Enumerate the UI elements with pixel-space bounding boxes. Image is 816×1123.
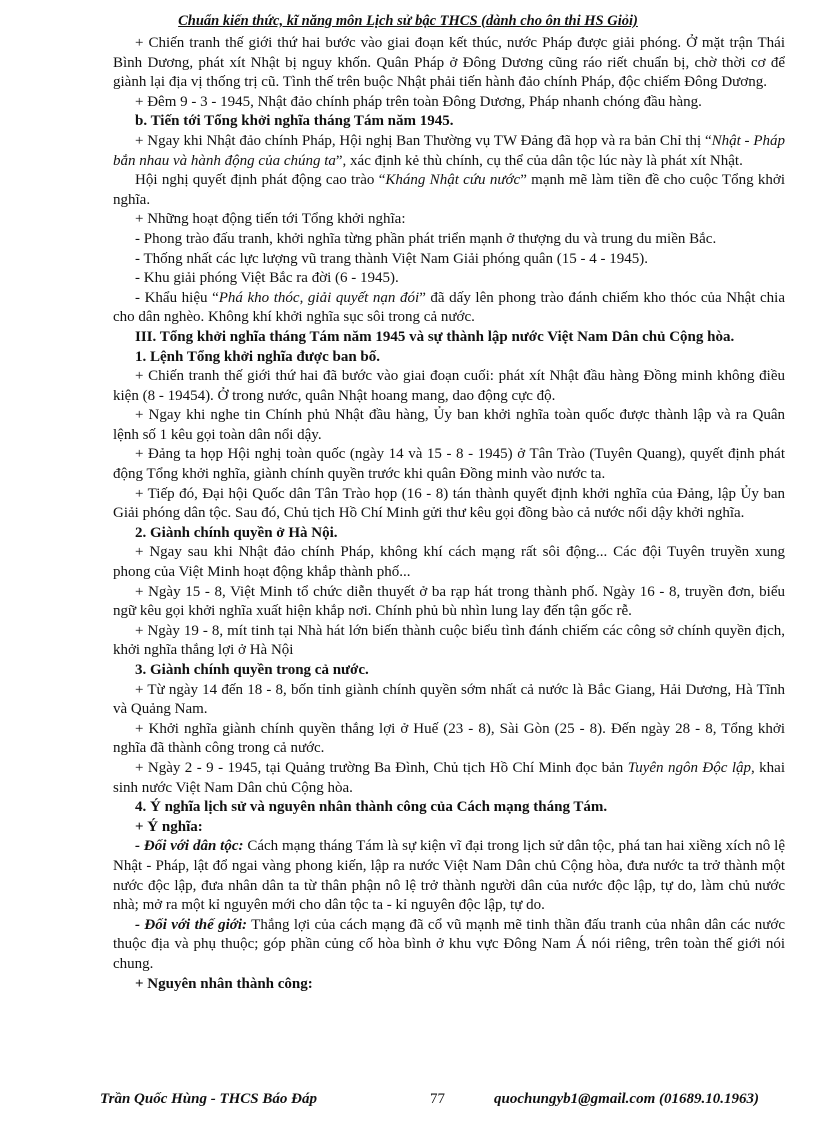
paragraph: Hội nghị quyết định phát động cao trào “Kháng Nhật cứu nước” mạnh mẽ làm tiền đề cho cuộc Tổng khởi nghĩa. — [113, 172, 785, 208]
section-heading: 3. Giành chính quyền trong cả nước. — [135, 662, 369, 678]
paragraph: + Khởi nghĩa giành chính quyền thắng lợi ở Huế (23 - 8), Sài Gòn (25 - 8). Đến ngày 28 - 8, Tổng khởi nghĩa đã thành công trong cả nước. — [113, 720, 785, 757]
paragraph: + Ngày 19 - 8, mít tinh tại Nhà hát lớn biến thành cuộc biểu tình đánh chiếm các công sở chính quyền địch, khởi nghĩa thắng lợi ở Hà Nội — [113, 622, 785, 659]
section-heading: 1. Lệnh Tổng khởi nghĩa được ban bố. — [135, 348, 381, 365]
section-heading: b. Tiến tới Tổng khởi nghĩa tháng Tám năm 1945. — [135, 113, 454, 130]
paragraph: - Đối với dân tộc: Cách mạng tháng Tám là sự kiện vĩ đại trong lịch sử dân tộc, phá tan hai xiềng xích nô lệ Nhật - Pháp, lật đổ ngai vàng phong kiến, lập ra nước Việt Nam Dân chủ Cộng hòa, đưa nước ta trở thành một nước độc lập, đưa nhân dân ta từ thân phận nô lệ trở thành người dân của nước độc lập, tự do, làm chủ nước nhà; mở ra một kỉ nguyên mới cho dân tộc ta - kỉ nguyên độc lập, tự do. — [113, 838, 785, 914]
footer-author: Trần Quốc Hùng - THCS Báo Đáp — [100, 1091, 317, 1107]
paragraph: + Đêm 9 - 3 - 1945, Nhật đảo chính pháp trên toàn Đông Dương, Pháp nhanh chóng đầu hàng. — [135, 93, 702, 110]
section-heading: + Ý nghĩa: — [135, 818, 203, 835]
page-header: Chuẩn kiến thức, kĩ năng môn Lịch sử bậc THCS (dành cho ôn thi HS Giỏi) — [178, 13, 638, 29]
list-item: - Khẩu hiệu “Phá kho thóc, giải quyết nạn đói” đã dấy lên phong trào đánh chiếm kho thóc của Nhật chia cho dân nghèo. Không khí khởi nghĩa sục sôi trong cả nước. — [113, 289, 785, 326]
paragraph: + Ngày 2 - 9 - 1945, tại Quảng trường Ba Đình, Chủ tịch Hồ Chí Minh đọc bản Tuyên ngôn Độc lập, khai sinh nước Việt Nam Dân chủ Cộng hòa. — [113, 759, 785, 796]
paragraph: + Chiến tranh thế giới thứ hai bước vào giai đoạn kết thúc, nước Pháp được giải phóng. Ở mặt trận Thái Bình Dương, phát xít Nhật bị nguy khốn. Quân Pháp ở Đông Dương cũng ráo riết chuẩn bị, chờ thời cơ để giành lại địa vị thống trị cũ. Tình thế trên buộc Nhật phải tiến hành đảo chính Pháp, độc chiếm Đông Dương. — [113, 35, 785, 91]
paragraph: + Ngay khi Nhật đảo chính Pháp, Hội nghị Ban Thường vụ TW Đảng đã họp và ra bản Chỉ thị “Nhật - Pháp bắn nhau và hành động của chúng ta”, xác định kẻ thù chính, cụ thể của dân tộc lúc này là phát xít Nhật. — [113, 132, 785, 169]
paragraph: + Từ ngày 14 đến 18 - 8, bốn tỉnh giành chính quyền sớm nhất cả nước là Bắc Giang, Hải Dương, Hà Tĩnh và Quảng Nam. — [113, 681, 785, 718]
paragraph: + Ngay khi nghe tin Chính phủ Nhật đầu hàng, Ủy ban khởi nghĩa toàn quốc được thành lập và ra Quân lệnh số 1 kêu gọi toàn dân nổi dậy. — [113, 407, 785, 443]
paragraph: + Những hoạt động tiến tới Tổng khởi nghĩa: — [135, 211, 406, 228]
page-footer — [0, 1091, 816, 1113]
paragraph: + Ngày 15 - 8, Việt Minh tổ chức diễn thuyết ở ba rạp hát trong thành phố. Ngày 16 - 8, truyền đơn, biểu ngữ kêu gọi khởi nghĩa xuất hiện khắp nơi. Chính phủ bù nhìn lung lay đến tận gốc rễ. — [113, 583, 785, 620]
section-heading: 2. Giành chính quyền ở Hà Nội. — [135, 524, 338, 541]
section-heading: + Nguyên nhân thành công: — [135, 975, 313, 992]
paragraph: + Chiến tranh thế giới thứ hai đã bước vào giai đoạn cuối: phát xít Nhật đầu hàng Đồng minh không điều kiện (8 - 19454). Ở trong nước, quân Nhật hoang mang, dao động cực độ. — [113, 368, 785, 404]
paragraph: + Ngay sau khi Nhật đảo chính Pháp, không khí cách mạng rất sôi động... Các đội Tuyên truyền xung phong của Việt Minh hoạt động khắp thành phố... — [113, 544, 785, 581]
footer-contact: quochungyb1@gmail.com (01689.10.1963) — [494, 1091, 759, 1107]
section-heading: III. Tổng khởi nghĩa tháng Tám năm 1945 và sự thành lập nước Việt Nam Dân chủ Cộng hòa. — [135, 328, 735, 345]
paragraph: - Đối với thế giới: Thắng lợi của cách mạng đã cổ vũ mạnh mẽ tinh thần đấu tranh của nhân dân các nước thuộc địa và phụ thuộc; góp phần củng cố hòa bình ở khu vực Đông Nam Á nói riêng, trên toàn thế giới nói chung. — [113, 916, 786, 972]
page-body — [113, 34, 785, 994]
list-item: - Thống nhất các lực lượng vũ trang thành Việt Nam Giải phóng quân (15 - 4 - 1945). — [135, 250, 649, 267]
section-heading: 4. Ý nghĩa lịch sử và nguyên nhân thành công của Cách mạng tháng Tám. — [135, 799, 608, 816]
page-number: 77 — [430, 1091, 445, 1107]
paragraph: + Đảng ta họp Hội nghị toàn quốc (ngày 14 và 15 - 8 - 1945) ở Tân Trào (Tuyên Quang), quyết định phát động Tổng khởi nghĩa, giành chính quyền trước khi quân Đồng minh vào nước ta. — [113, 446, 785, 483]
list-item: - Khu giải phóng Việt Bắc ra đời (6 - 1945). — [135, 270, 399, 287]
list-item: - Phong trào đấu tranh, khởi nghĩa từng phần phát triển mạnh ở thượng du và trung du miền Bắc. — [135, 230, 717, 247]
paragraph: + Tiếp đó, Đại hội Quốc dân Tân Trào họp (16 - 8) tán thành quyết định khởi nghĩa của Đảng, lập Ủy ban Giải phóng dân tộc. Sau đó, Chủ tịch Hồ Chí Minh gửi thư kêu gọi đồng bào cả nước nổi dậy khởi nghĩa. — [113, 485, 785, 522]
